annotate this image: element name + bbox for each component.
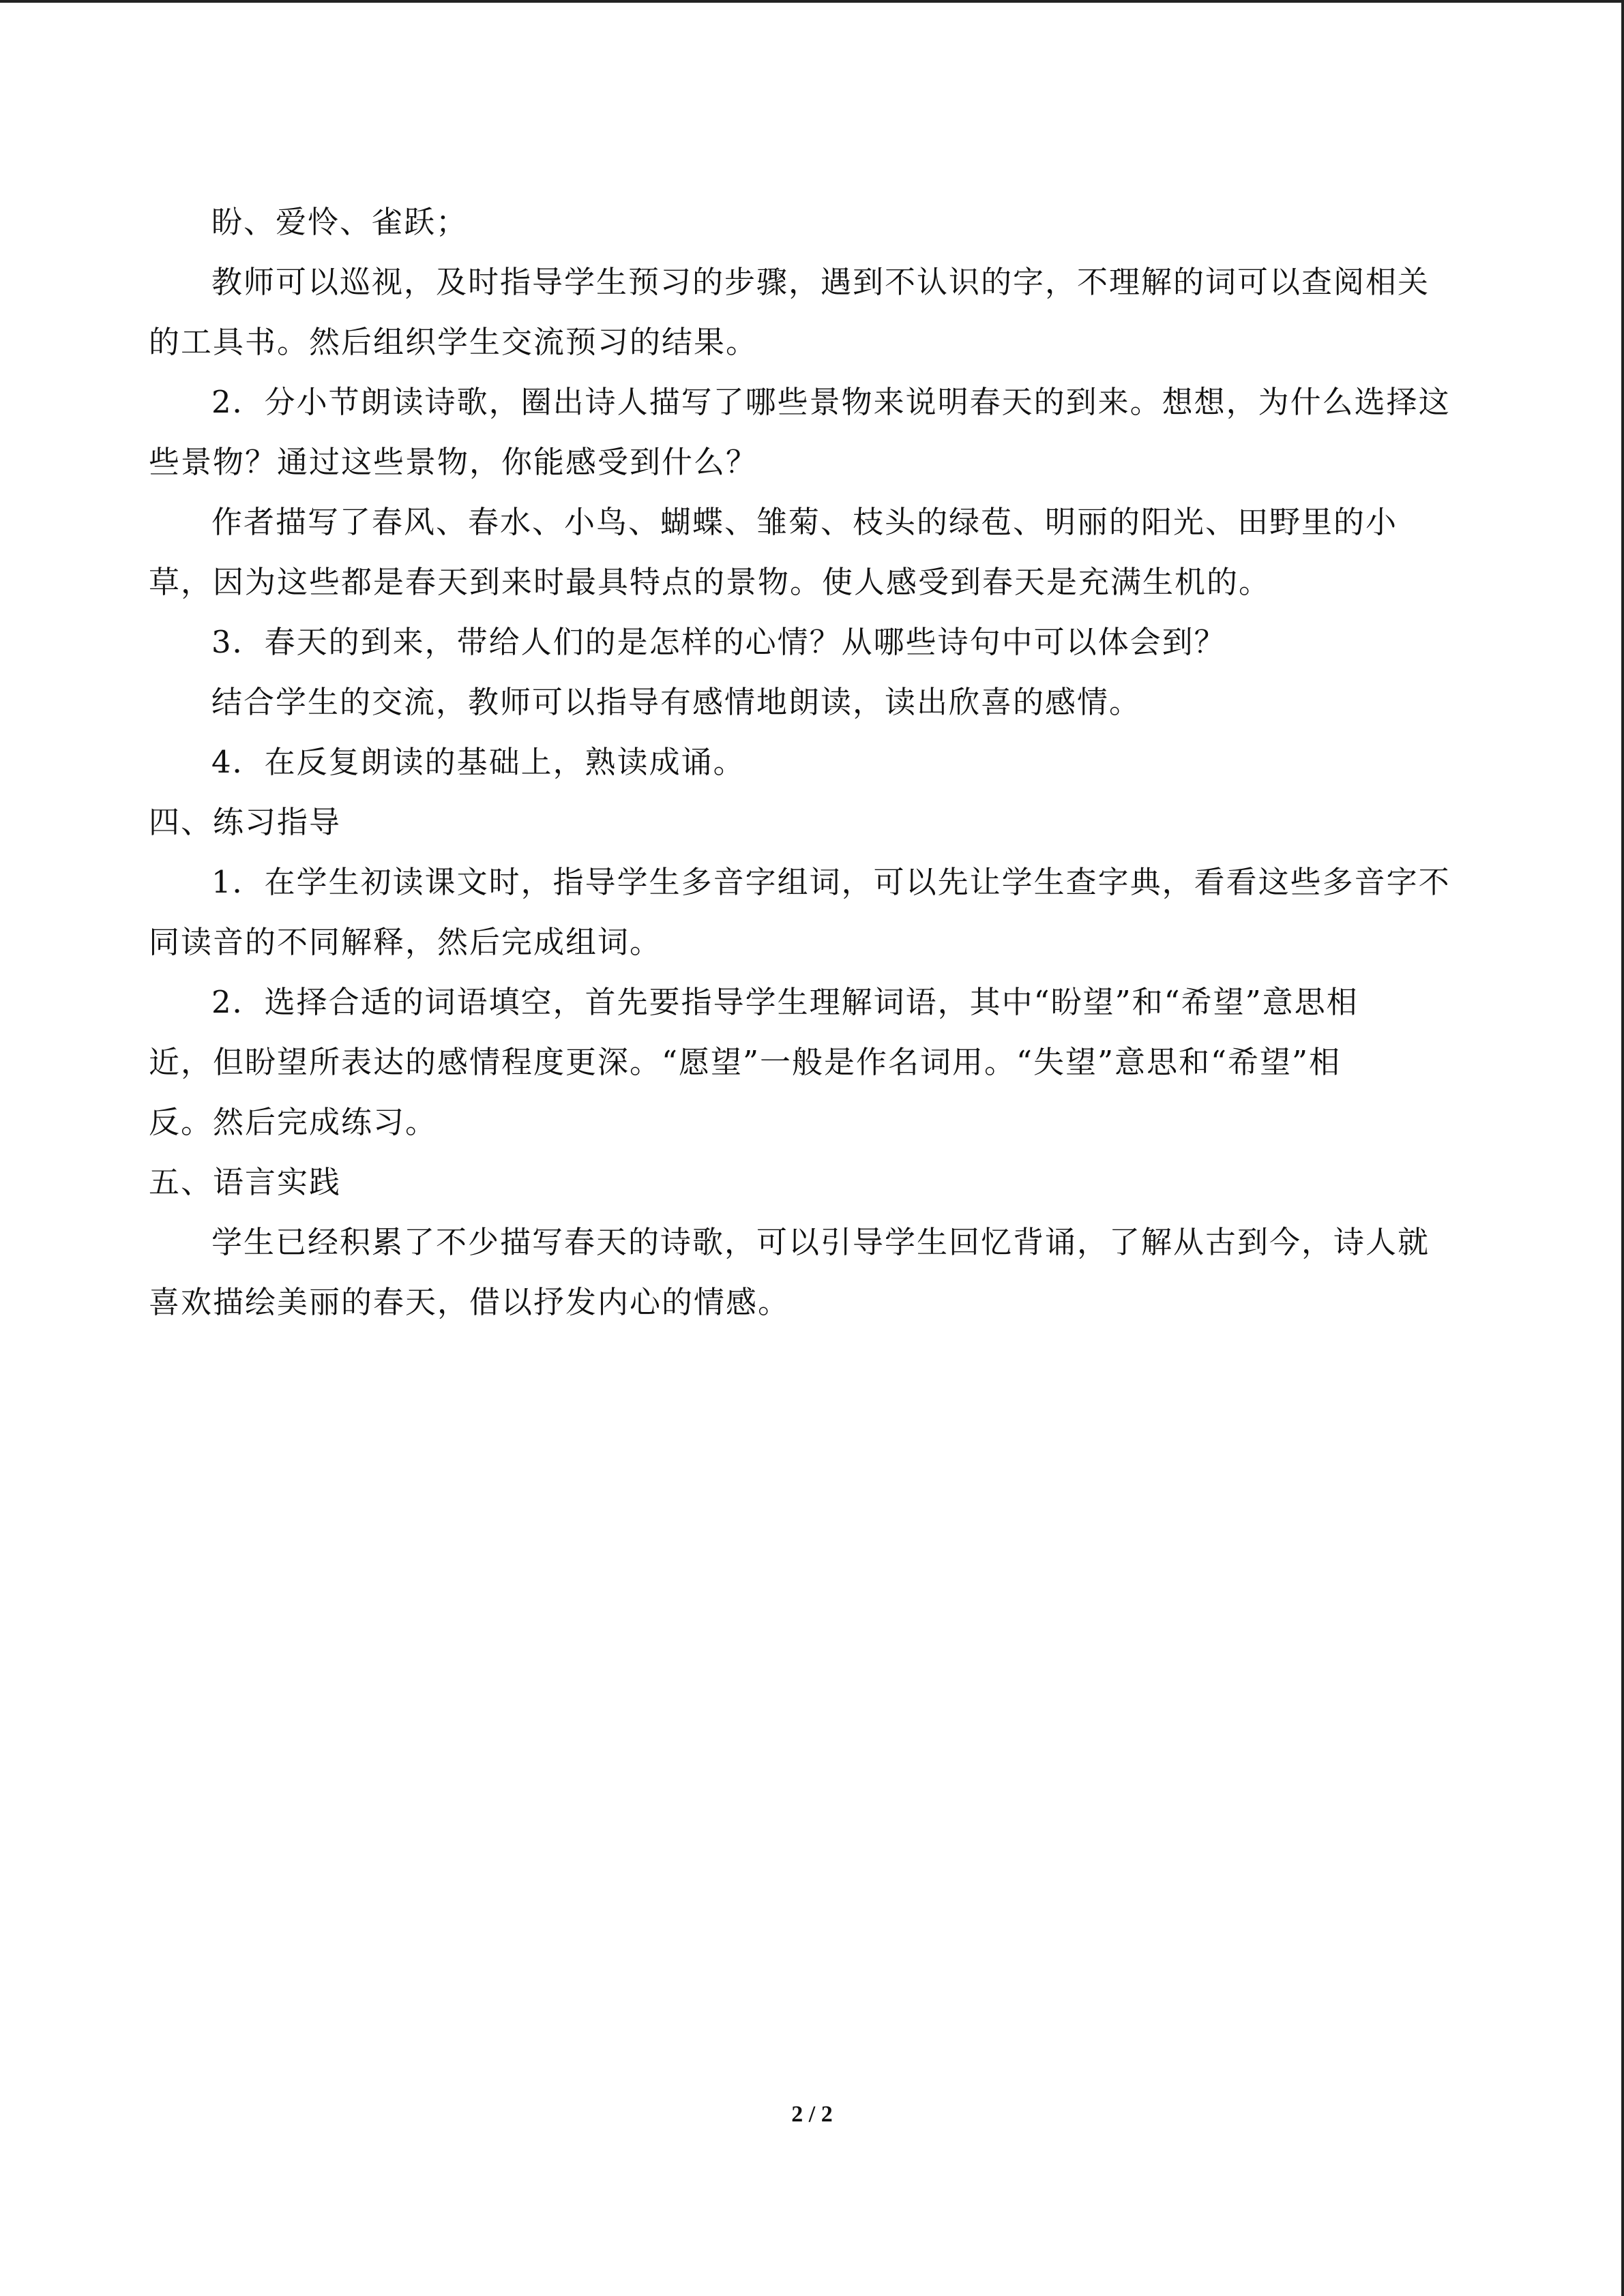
text-line: 2．选择合适的词语填空，首先要指导学生理解词语，其中“盼望”和“希望”意思相 (211, 984, 1359, 1020)
text-line: 3．春天的到来，带给人们的是怎样的心情？从哪些诗句中可以体会到？ (211, 624, 1226, 660)
text-line: 2．分小节朗读诗歌，圈出诗人描写了哪些景物来说明春天的到来。想想，为什么选择这 (211, 384, 1451, 420)
text-line: 学生已经积累了不少描写春天的诗歌，可以引导学生回忆背诵，了解从古到今，诗人就 (211, 1224, 1430, 1260)
text-line: 同读音的不同解释，然后完成组词。 (149, 924, 662, 960)
text-line: 草，因为这些都是春天到来时最具特点的景物。使人感受到春天是充满生机的。 (149, 564, 1271, 600)
page-number: 2 / 2 (791, 2102, 833, 2127)
text-line: 盼、爱怜、雀跃； (211, 204, 469, 240)
text-line: 结合学生的交流，教师可以指导有感情地朗读，读出欣喜的感情。 (211, 684, 1142, 720)
text-line: 教师可以巡视，及时指导学生预习的步骤，遇到不认识的字，不理解的词可以查阅相关 (211, 264, 1430, 300)
text-line: 近，但盼望所表达的感情程度更深。“愿望”一般是作名词用。“失望”意思和“希望”相 (149, 1044, 1342, 1080)
text-line: 喜欢描绘美丽的春天，借以抒发内心的情感。 (149, 1284, 791, 1320)
section-heading: 四、练习指导 (149, 804, 342, 840)
text-line: 作者描写了春风、春水、小鸟、蝴蝶、雏菊、枝头的绿苞、明丽的阳光、田野里的小 (211, 504, 1398, 540)
section-heading: 五、语言实践 (149, 1164, 342, 1200)
text-line: 4．在反复朗读的基础上，熟读成诵。 (211, 744, 745, 780)
text-line: 的工具书。然后组织学生交流预习的结果。 (149, 324, 758, 360)
text-line: 反。然后完成练习。 (149, 1104, 438, 1140)
text-line: 1．在学生初读课文时，指导学生多音字组词，可以先让学生查字典，看看这些多音字不 (211, 864, 1451, 900)
text-line: 些景物？通过这些景物，你能感受到什么？ (149, 444, 758, 480)
page-top-border (0, 0, 1624, 3)
page-right-border (1621, 0, 1624, 2296)
